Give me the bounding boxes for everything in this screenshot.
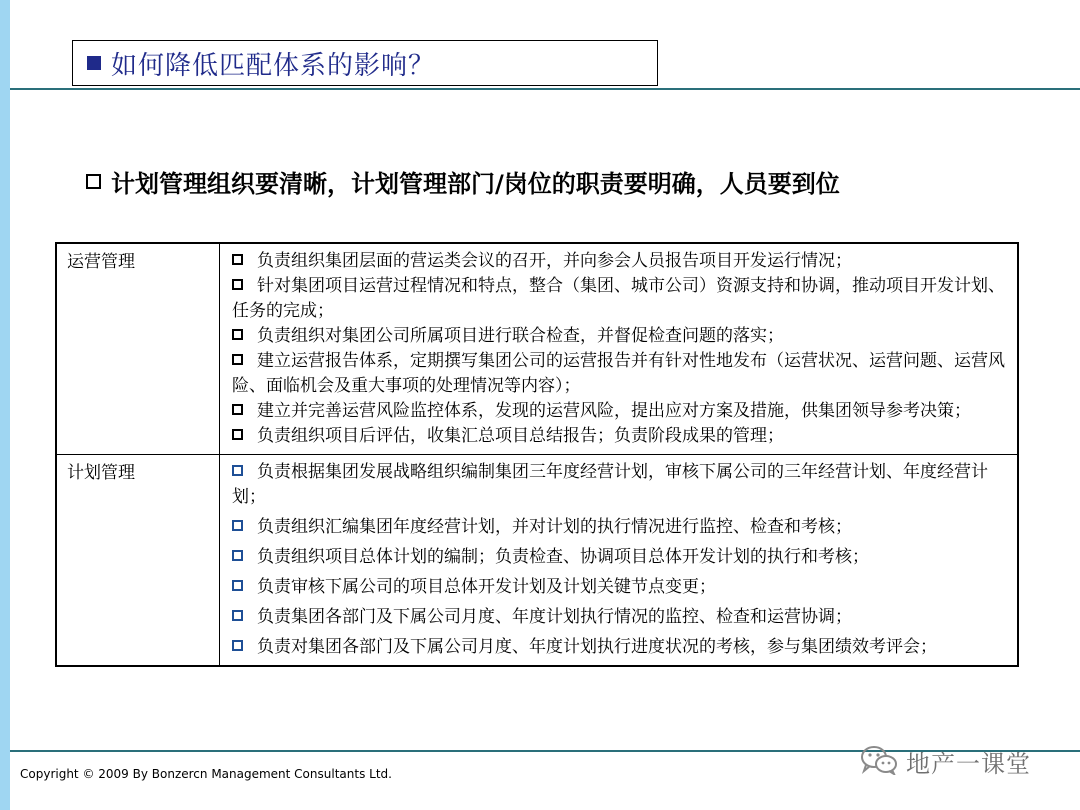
row-category: 运营管理 [56,243,220,455]
item-text: 负责组织汇编集团年度经营计划，并对计划的执行情况进行监控、检查和考核； [257,517,852,537]
list-item [232,545,1009,570]
checkbox-icon [232,640,243,651]
title-box [72,40,658,86]
duties-table [55,242,1019,667]
watermark-text: 地产一课堂 [906,750,1031,778]
list-item [232,605,1009,630]
item-text: 建立并完善运营风险监控体系，发现的运营风险，提出应对方案及措施，供集团领导参考决策； [257,401,971,421]
item-text: 负责集团各部门及下属公司月度、年度计划执行情况的监控、检查和运营协调； [257,607,852,627]
checkbox-icon [232,520,243,531]
item-text: 负责审核下属公司的项目总体开发计划及计划关键节点变更； [257,577,716,597]
copyright-text: Copyright © 2009 By Bonzercn Management Consultants Ltd. [20,767,392,781]
checkbox-icon [232,404,243,415]
list-item [232,399,1009,424]
item-text: 负责根据集团发展战略组织编制集团三年度经营计划，审核下属公司的三年经营计划、年度经营计划； [232,462,988,507]
item-text: 负责组织项目后评估，收集汇总项目总结报告；负责阶段成果的管理； [257,426,784,446]
item-text: 负责组织项目总体计划的编制；负责检查、协调项目总体开发计划的执行和考核； [257,547,869,567]
page-title: 如何降低匹配体系的影响？ [111,50,436,81]
header-divider [10,88,1080,90]
subtitle [86,164,840,199]
checkbox-icon [232,610,243,621]
row-items [220,455,1019,667]
checkbox-icon [86,174,101,189]
list-item [232,349,1009,399]
row-category: 计划管理 [56,455,220,667]
list-item [232,324,1009,349]
list-item [232,635,1009,660]
checkbox-icon [232,354,243,365]
table-row [56,455,1018,667]
list-item [232,424,1009,449]
title-square-bullet-icon [87,56,101,70]
checkbox-icon [232,329,243,340]
list-item [232,274,1009,324]
item-text: 针对集团项目运营过程情况和特点，整合（集团、城市公司）资源支持和协调，推动项目开发计划、任务的完成； [232,276,1005,321]
checkbox-icon [232,254,243,265]
checkbox-icon [232,580,243,591]
watermark [860,744,1031,779]
list-item [232,515,1009,540]
subtitle-text: 计划管理组织要清晰，计划管理部门/岗位的职责要明确，人员要到位 [111,170,840,198]
item-text: 负责对集团各部门及下属公司月度、年度计划执行进度状况的考核，参与集团绩效考评会； [257,637,937,657]
row-items [220,243,1019,455]
wechat-logo-icon [860,745,898,779]
checkbox-icon [232,465,243,476]
table-row [56,243,1018,455]
item-text: 建立运营报告体系，定期撰写集团公司的运营报告并有针对性地发布（运营状况、运营问题、运营风险、面临机会及重大事项的处理情况等内容）； [232,351,1005,396]
list-item [232,249,1009,274]
checkbox-icon [232,550,243,561]
item-text: 负责组织对集团公司所属项目进行联合检查，并督促检查问题的落实； [257,326,784,346]
checkbox-icon [232,279,243,290]
left-accent-bar [0,0,10,810]
item-text: 负责组织集团层面的营运类会议的召开，并向参会人员报告项目开发运行情况； [257,251,852,271]
list-item [232,460,1009,510]
list-item [232,575,1009,600]
checkbox-icon [232,429,243,440]
